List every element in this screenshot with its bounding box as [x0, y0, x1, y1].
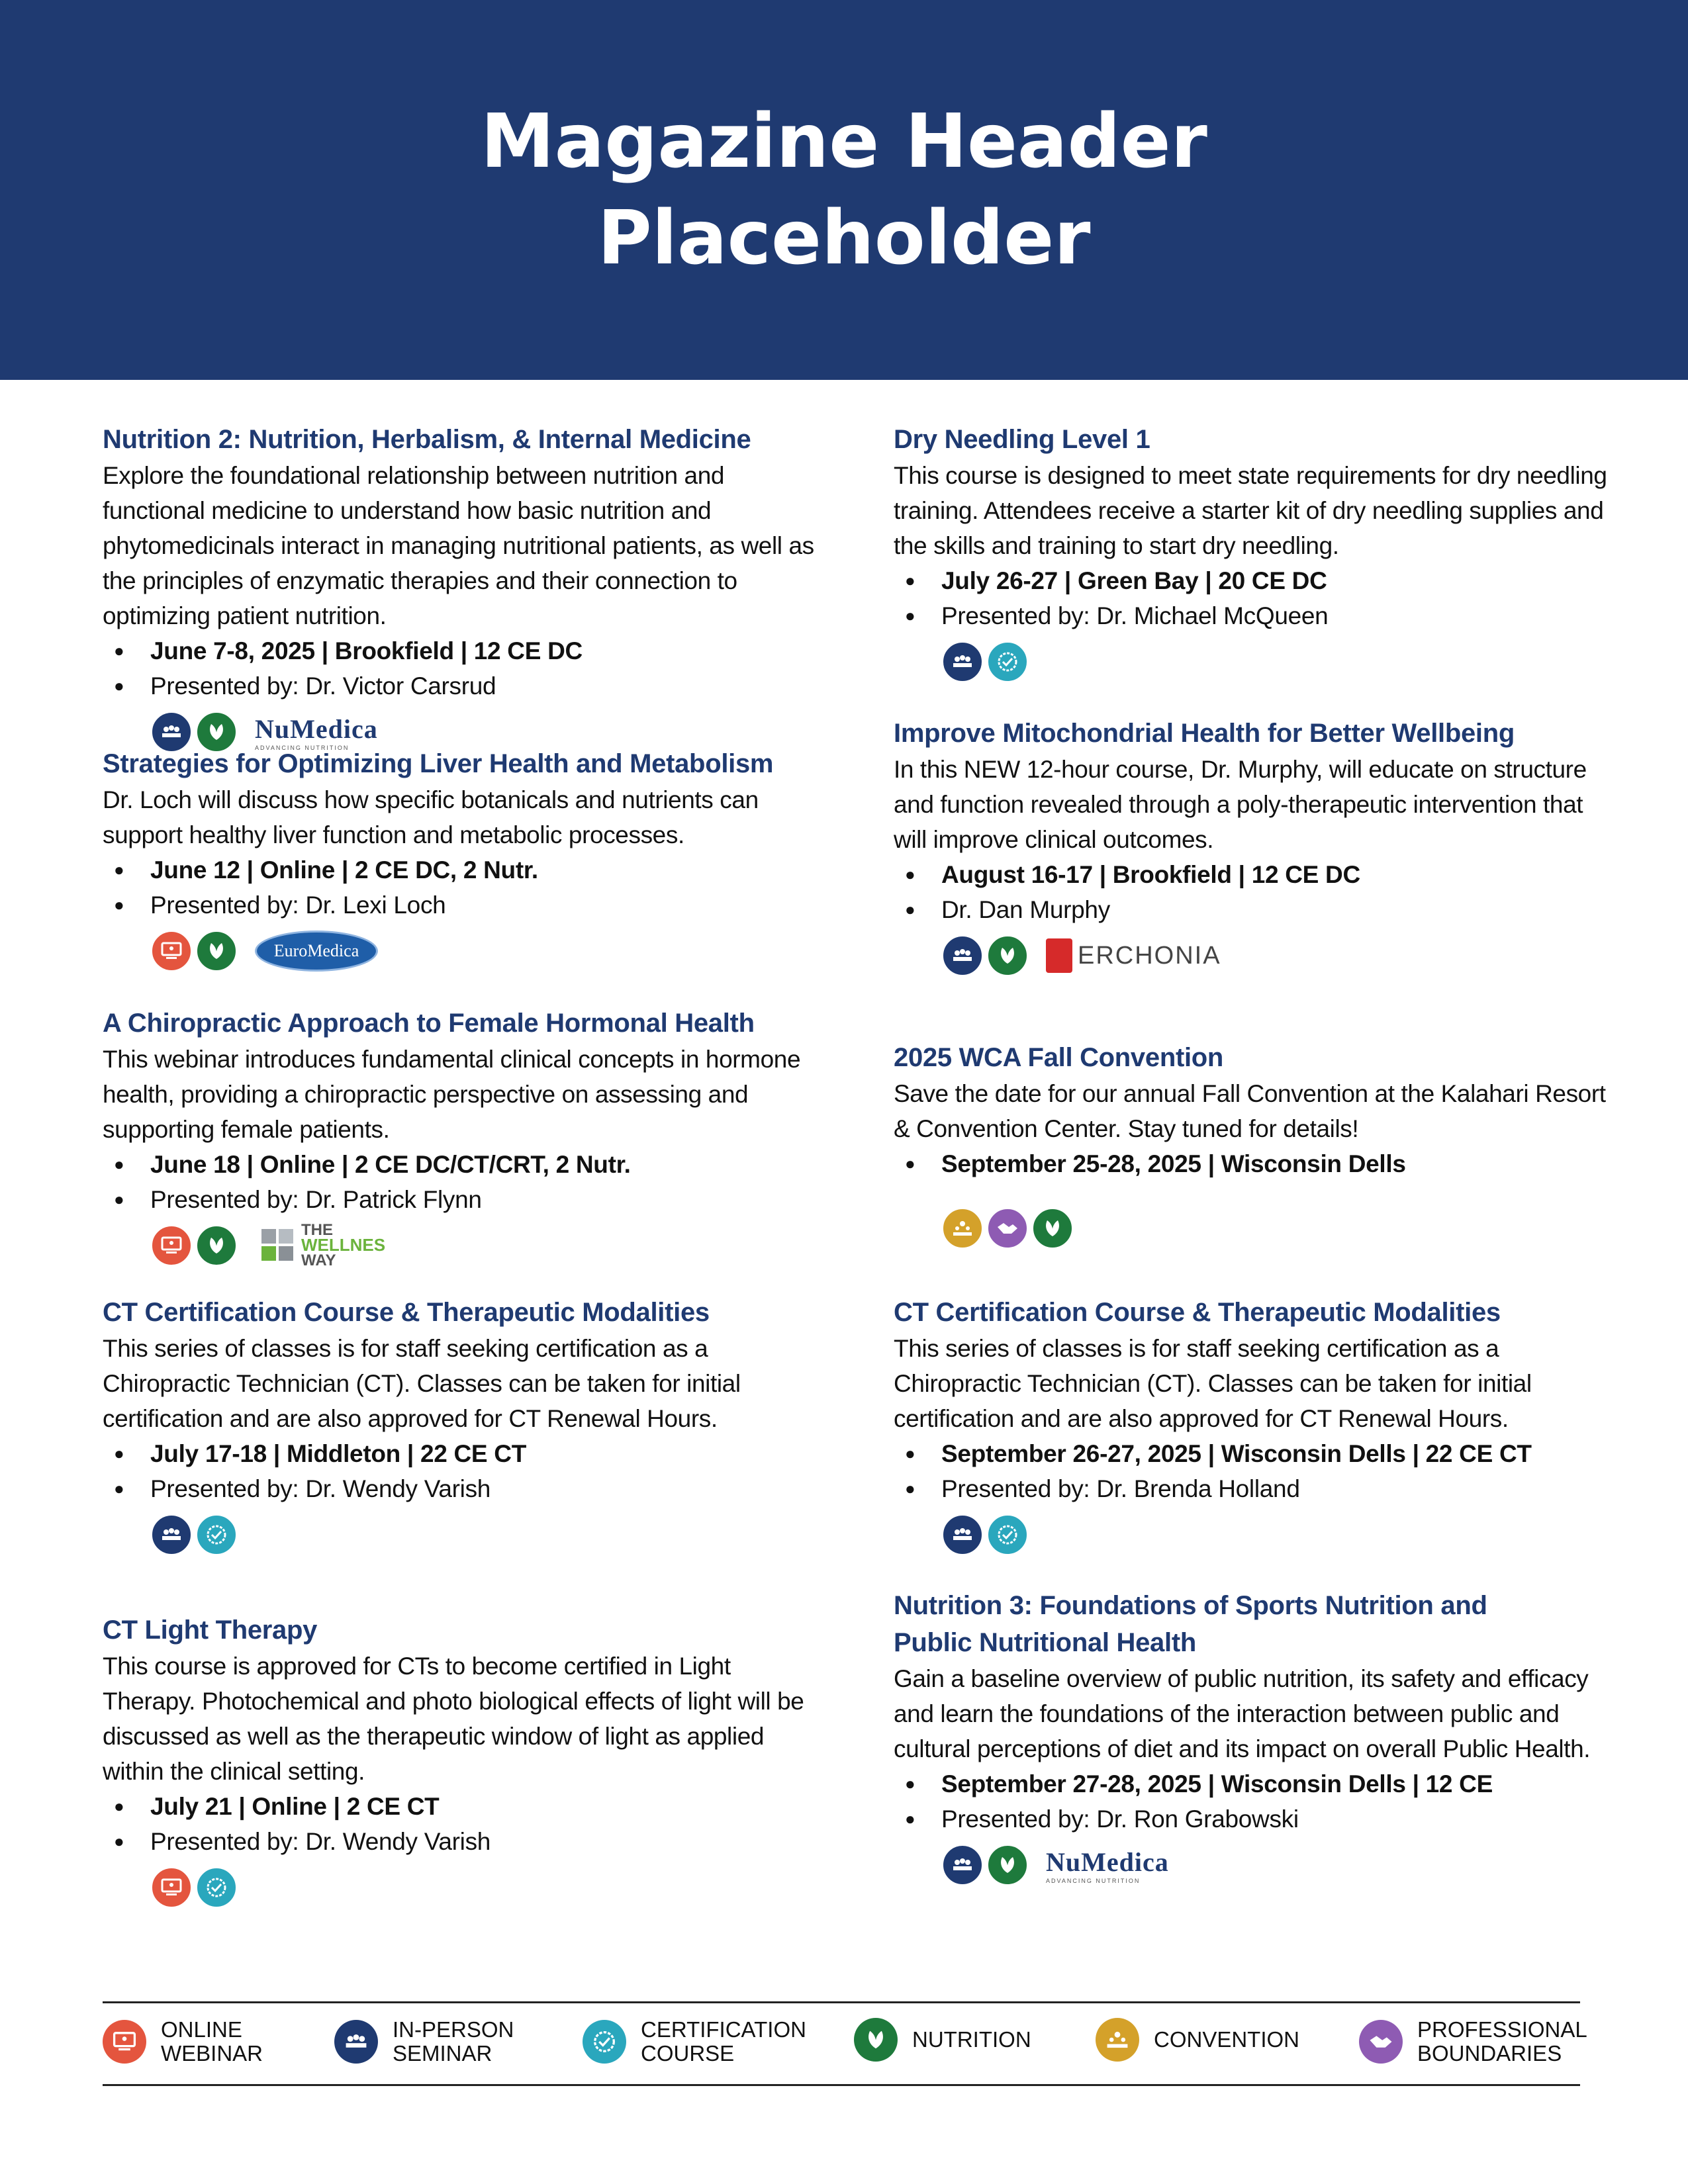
event-title[interactable]: A Chiropractic Approach to Female Hormonal Health	[103, 1009, 755, 1038]
nutrition-icon	[854, 2018, 898, 2062]
seminar-icon	[941, 641, 984, 683]
event-title[interactable]: CT Certification Course & Therapeutic Modalities	[103, 1298, 710, 1327]
legend-item-convention	[1096, 2018, 1300, 2062]
event-ct-light-therapy	[103, 1612, 818, 1909]
event-mitochondrial-health	[894, 715, 1609, 978]
legend-item-certification	[583, 2017, 806, 2066]
convention-icon	[941, 1207, 984, 1250]
event-description: This webinar introduces fundamental clinical concepts in hormone health, providing a chiropractic perspective on assessing and supporting female patients.	[103, 1046, 801, 1143]
webinar-icon	[150, 1866, 193, 1909]
event-title[interactable]: 2025 WCA Fall Convention	[894, 1043, 1224, 1072]
event-date: ● September 25-28, 2025 | Wisconsin Dells	[894, 1146, 1609, 1181]
erchonia-logo	[1046, 938, 1221, 973]
event-icons	[941, 1843, 1609, 1887]
webinar-icon	[150, 1224, 193, 1267]
event-presenter: ● Dr. Dan Murphy	[894, 892, 1609, 927]
seminar-icon	[334, 2020, 378, 2064]
event-title[interactable]: Dry Needling Level 1	[894, 425, 1150, 454]
legend-label-line2: SEMINAR	[393, 2041, 492, 2066]
event-title[interactable]: Nutrition 2: Nutrition, Herbalism, & Internal Medicine	[103, 425, 751, 454]
event-description: In this NEW 12-hour course, Dr. Murphy, will educate on structure and function revealed through a poly-therapeutic intervention that will improve clinical outcomes.	[894, 756, 1587, 853]
event-presenter: ● Presented by: Dr. Michael McQueen	[894, 598, 1609, 633]
wellnes-way-logo	[255, 1222, 385, 1269]
legend-label-line1: IN-PERSON	[393, 2017, 514, 2042]
erchonia-mark-icon	[1046, 938, 1072, 973]
event-date: ● July 17-18 | Middleton | 22 CE CT	[103, 1436, 818, 1471]
euromedica-logo	[255, 931, 378, 972]
legend-label-line1: ONLINE	[161, 2017, 242, 2042]
event-date: ● July 21 | Online | 2 CE CT	[103, 1789, 818, 1824]
logo-subtext: ADVANCING NUTRITION	[1046, 1877, 1141, 1884]
event-nutrition-3	[894, 1587, 1609, 1887]
event-description: This course is designed to meet state requirements for dry needling training. Attendees receive a starter kit of dry needling supplies and the skills and training to start dry needling.	[894, 462, 1607, 559]
logo-subtext: ADVANCING NUTRITION	[255, 744, 350, 751]
event-date-bold: July 26-27 | Green Bay	[941, 567, 1199, 594]
event-liver-health	[103, 745, 818, 973]
legend-item-boundaries	[1359, 2017, 1587, 2066]
header-title: Magazine Header Placeholder	[481, 99, 1207, 281]
event-date: ● June 7-8, 2025 | Brookfield | 12 CE DC	[103, 633, 818, 668]
event-title[interactable]: CT Certification Course & Therapeutic Modalities	[894, 1298, 1501, 1327]
event-date-rest: | 20 CE DC	[1198, 567, 1327, 594]
logo-text: NuMedica	[1046, 1846, 1169, 1877]
event-presenter: ● Presented by: Dr. Brenda Holland	[894, 1471, 1609, 1506]
logo-line3: WAY	[301, 1251, 336, 1269]
webinar-icon	[150, 930, 193, 972]
certification-icon	[986, 1514, 1029, 1556]
legend-label-line1: CERTIFICATION	[641, 2017, 806, 2042]
puzzle-icon	[255, 1222, 301, 1269]
event-ct-certification-right	[894, 1294, 1609, 1557]
event-presenter: ● Presented by: Dr. Victor Carsrud	[103, 668, 818, 704]
certification-icon	[195, 1866, 238, 1909]
event-title[interactable]: CT Light Therapy	[103, 1615, 318, 1645]
icon-legend	[103, 2001, 1587, 2086]
nutrition-icon	[195, 930, 238, 972]
event-date: ● September 27-28, 2025 | Wisconsin Dells | 12 CE	[894, 1766, 1609, 1801]
event-presenter: ● Presented by: Dr. Patrick Flynn	[103, 1182, 818, 1217]
event-nutrition-2	[103, 421, 818, 754]
legend-label-line1: NUTRITION	[912, 2027, 1031, 2052]
legend-item-webinar	[103, 2018, 293, 2066]
event-description: Explore the foundational relationship between nutrition and functional medicine to understand how basic nutrition and phytomedicinals interact in managing nutritional patients, as well as the principles of enzymatic therapies and their connection to optimizing patient nutrition.	[103, 462, 814, 629]
event-title[interactable]: Nutrition 3: Foundations of Sports Nutrition and Public Nutritional Health	[894, 1591, 1487, 1657]
legend-label-line2: COURSE	[641, 2041, 735, 2066]
logo-line1: THE	[301, 1221, 333, 1239]
legend-label-line1: PROFESSIONAL	[1417, 2017, 1587, 2042]
boundaries-icon	[1359, 2020, 1403, 2064]
nutrition-icon	[195, 1224, 238, 1267]
seminar-icon	[941, 1844, 984, 1886]
event-icons	[150, 1866, 818, 1909]
legend-label-line2: BOUNDARIES	[1417, 2041, 1562, 2066]
boundaries-icon	[986, 1207, 1029, 1250]
legend-label-line2: WEBINAR	[161, 2041, 263, 2066]
event-date: ● August 16-17 | Brookfield | 12 CE DC	[894, 857, 1609, 892]
event-date	[894, 563, 1609, 598]
event-icons	[150, 929, 818, 973]
seminar-icon	[941, 1514, 984, 1556]
legend-label-line1: CONVENTION	[1154, 2027, 1300, 2052]
event-presenter: ● Presented by: Dr. Wendy Varish	[103, 1824, 818, 1859]
event-female-hormonal	[103, 1005, 818, 1267]
numedica-logo	[1046, 1846, 1169, 1884]
certification-icon	[583, 2020, 626, 2064]
convention-icon	[1096, 2018, 1139, 2062]
event-icons	[941, 640, 1609, 684]
event-title[interactable]: Strategies for Optimizing Liver Health and Metabolism	[103, 749, 774, 778]
event-description: Gain a baseline overview of public nutrition, its safety and efficacy and learn the foundations of the interaction between public and cultural perceptions of diet and its impact on overall Public Health.	[894, 1665, 1591, 1762]
event-description: Dr. Loch will discuss how specific botanicals and nutrients can support healthy liver function and metabolic processes.	[103, 786, 759, 848]
event-dry-needling	[894, 421, 1609, 684]
event-description: This series of classes is for staff seeking certification as a Chiropractic Technician (CT). Classes can be taken for initial certification and are also approved for CT Renewal Hours.	[894, 1335, 1532, 1432]
logo-text: EuroMedica	[255, 931, 378, 972]
event-title[interactable]: Improve Mitochondrial Health for Better Wellbeing	[894, 719, 1515, 748]
legend-item-seminar	[334, 2018, 525, 2066]
event-date: ● June 18 | Online | 2 CE DC/CT/CRT, 2 Nutr.	[103, 1147, 818, 1182]
event-date: ● June 12 | Online | 2 CE DC, 2 Nutr.	[103, 852, 818, 887]
event-ct-certification-left	[103, 1294, 818, 1557]
nutrition-icon	[1031, 1207, 1074, 1250]
legend-item-nutrition	[854, 2018, 1045, 2062]
certification-icon	[986, 641, 1029, 683]
event-presenter: ● Presented by: Dr. Wendy Varish	[103, 1471, 818, 1506]
webinar-icon	[103, 2020, 146, 2064]
nutrition-icon	[986, 1844, 1029, 1886]
event-icons	[941, 934, 1609, 978]
event-icons	[150, 1221, 818, 1269]
event-description: Save the date for our annual Fall Convention at the Kalahari Resort & Convention Center. Stay tuned for details!	[894, 1080, 1606, 1142]
magazine-header	[0, 0, 1688, 380]
event-icons	[150, 1513, 818, 1557]
nutrition-icon	[986, 934, 1029, 977]
seminar-icon	[150, 1514, 193, 1556]
logo-text: ERCHONIA	[1078, 941, 1221, 970]
event-icons	[941, 1206, 1609, 1250]
event-description: This series of classes is for staff seeking certification as a Chiropractic Technician (CT). Classes can be taken for initial certification and are also approved for CT Renewal Hours.	[103, 1335, 741, 1432]
event-fall-convention	[894, 1039, 1609, 1250]
logo-line2: WELLNES	[301, 1235, 386, 1255]
event-description: This course is approved for CTs to become certified in Light Therapy. Photochemical and photo biological effects of light will be discussed as well as the therapeutic window of light as applied within the clinical setting.	[103, 1653, 804, 1785]
seminar-icon	[941, 934, 984, 977]
event-date: ● September 26-27, 2025 | Wisconsin Dells | 22 CE CT	[894, 1436, 1609, 1471]
certification-icon	[195, 1514, 238, 1556]
event-presenter: ● Presented by: Dr. Lexi Loch	[103, 887, 818, 923]
logo-text: NuMedica	[255, 713, 378, 744]
event-icons	[941, 1513, 1609, 1557]
event-presenter: ● Presented by: Dr. Ron Grabowski	[894, 1801, 1609, 1837]
